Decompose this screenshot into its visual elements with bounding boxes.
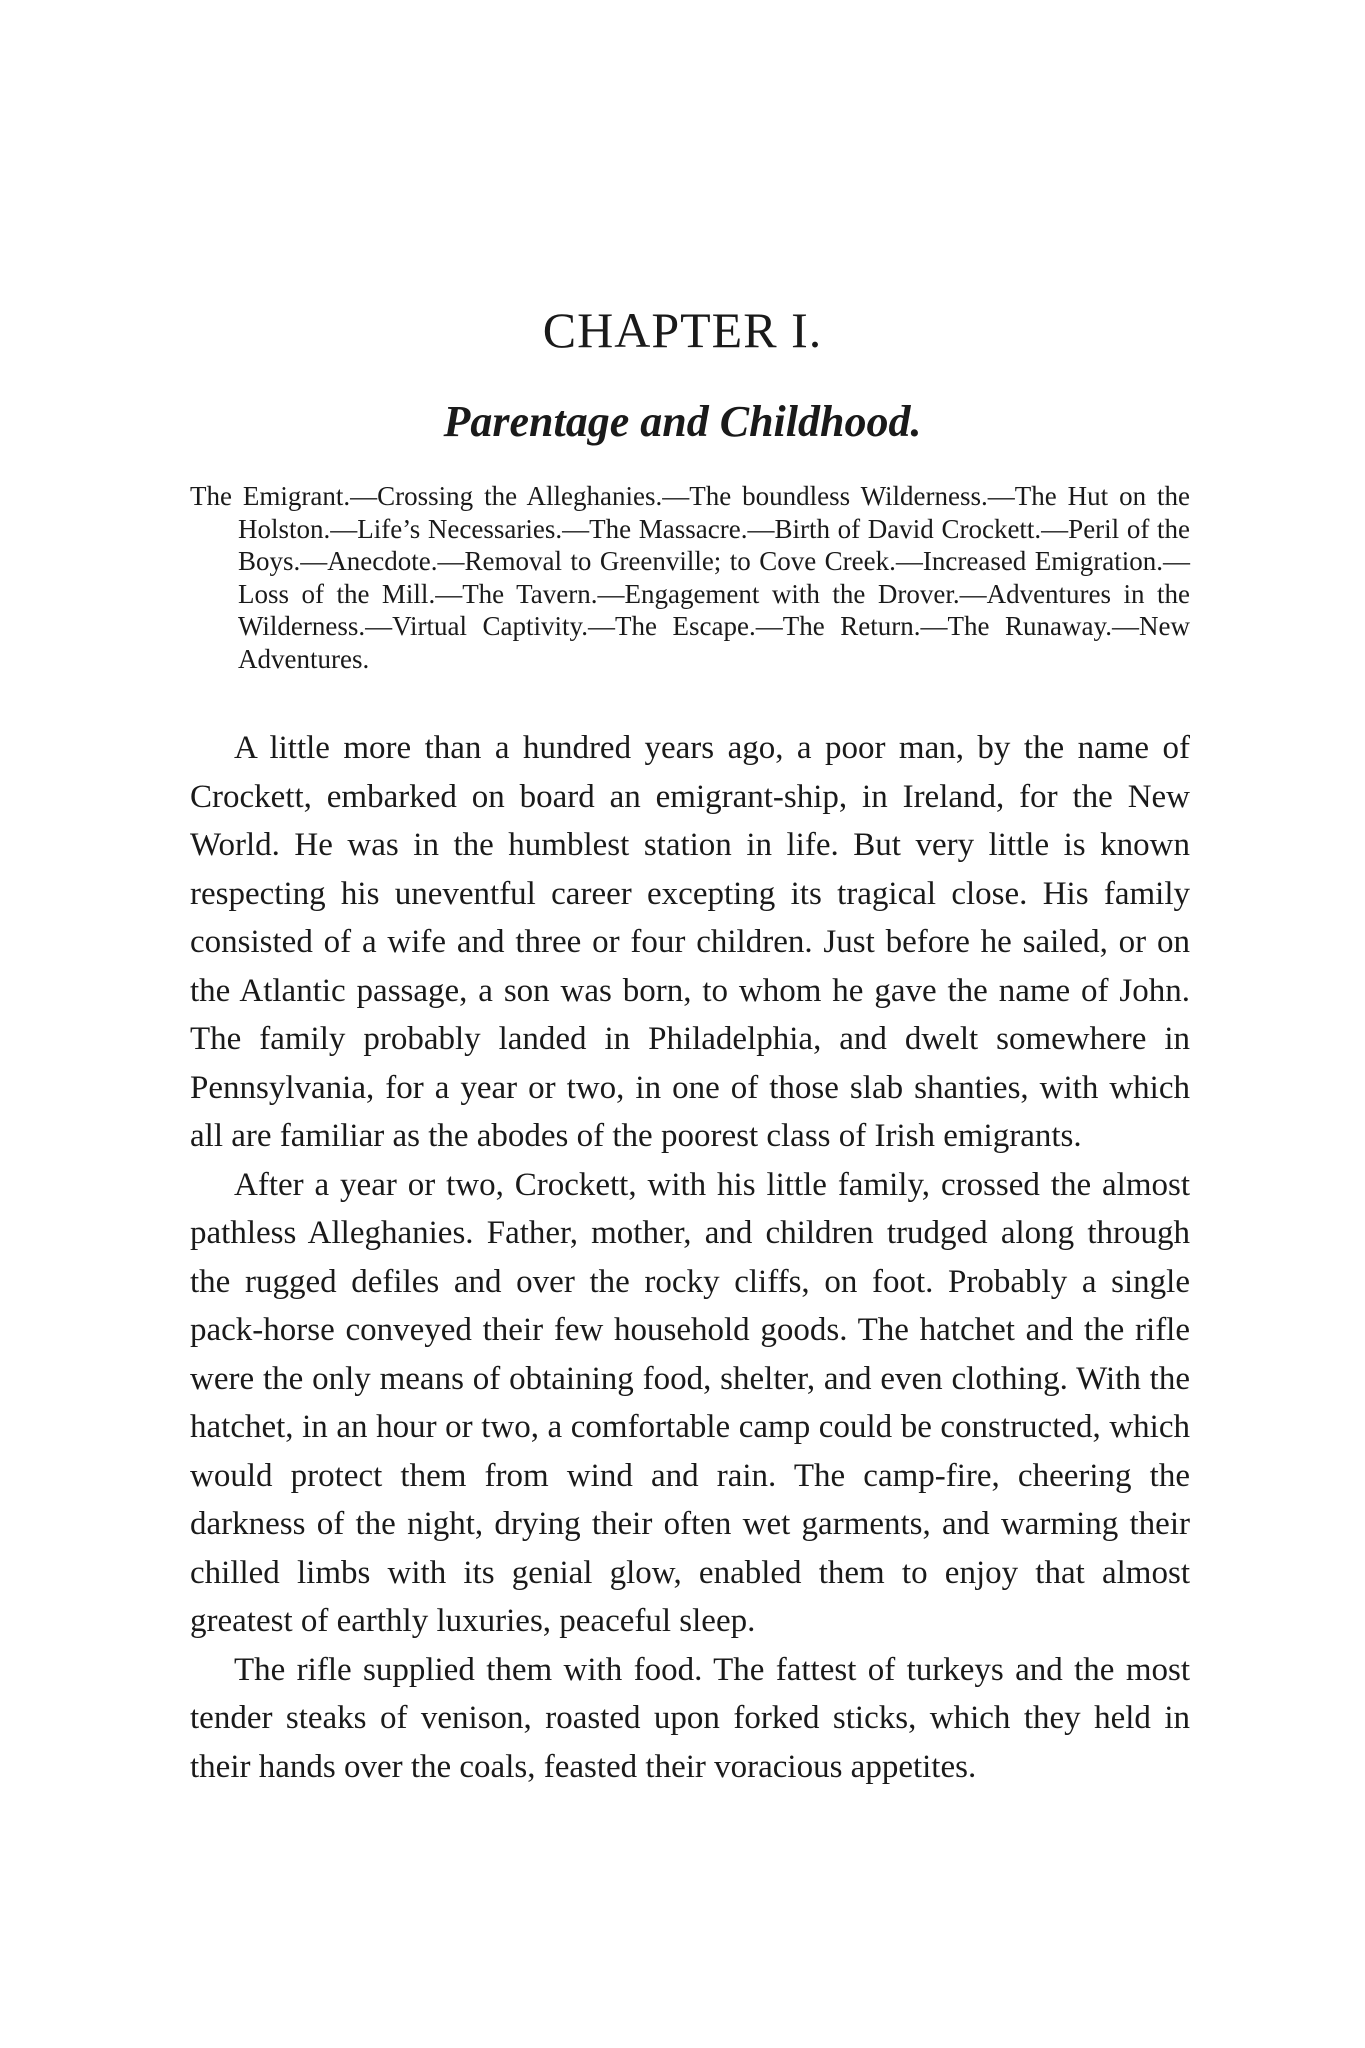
body-paragraph: The rifle supplied them with food. The fattest of turkeys and the most tender steaks of venison, roasted upon forked sticks, which they held in their hands over the coals, feasted their voracious appetites. <box>190 1651 1190 1785</box>
chapter-body <box>190 724 1190 1791</box>
chapter-title: CHAPTER I. <box>542 302 823 358</box>
chapter-subtitle: Parentage and Childhood. <box>443 397 922 446</box>
body-paragraph: After a year or two, Crockett, with his little family, crossed the almost pathless Alleghanies. Father, mother, and children trudged along through the rugged defiles and over the rocky cliffs, on foot. Probably a single pack-horse conveyed their few household goods. The hatchet and the rifle were the only means of obtaining food, shelter, and even clothing. With the hatchet, in an hour or two, a comfortable camp could be constructed, which would protect them from wind and rain. The camp-fire, cheering the darkness of the night, drying their often wet garments, and warming their chilled limbs with its genial glow, enabled them to enjoy that almost greatest of earthly luxuries, peaceful sleep. <box>190 1166 1190 1639</box>
body-paragraph: A little more than a hundred years ago, a poor man, by the name of Crockett, embarked on board an emigrant-ship, in Ireland, for the New World. He was in the humblest station in life. But very little is known respecting his uneventful career excepting its tragical close. His family consisted of a wife and three or four children. Just before he sailed, or on the Atlantic passage, a son was born, to whom he gave the name of John. The family probably landed in Philadelphia, and dwelt somewhere in Pennsylvania, for a year or two, in one of those slab shanties, with which all are familiar as the abodes of the poorest class of Irish emigrants. <box>190 730 1190 1154</box>
chapter-summary: The Emigrant.—Crossing the Alleghanies.—The boundless Wilderness.—The Hut on the Holston.—Life’s Necessaries.—The Massacre.—Birth of David Crockett.—Peril of the Boys.—Anecdote.—Removal to Greenville; to Cove Creek.—Increased Emigration.—Loss of the Mill.—The Tavern.—Engagement with the Drover.—Adventures in the Wilderness.—Virtual Captivity.—The Escape.—The Return.—The Runaway.—New Adventures. <box>190 481 1190 674</box>
